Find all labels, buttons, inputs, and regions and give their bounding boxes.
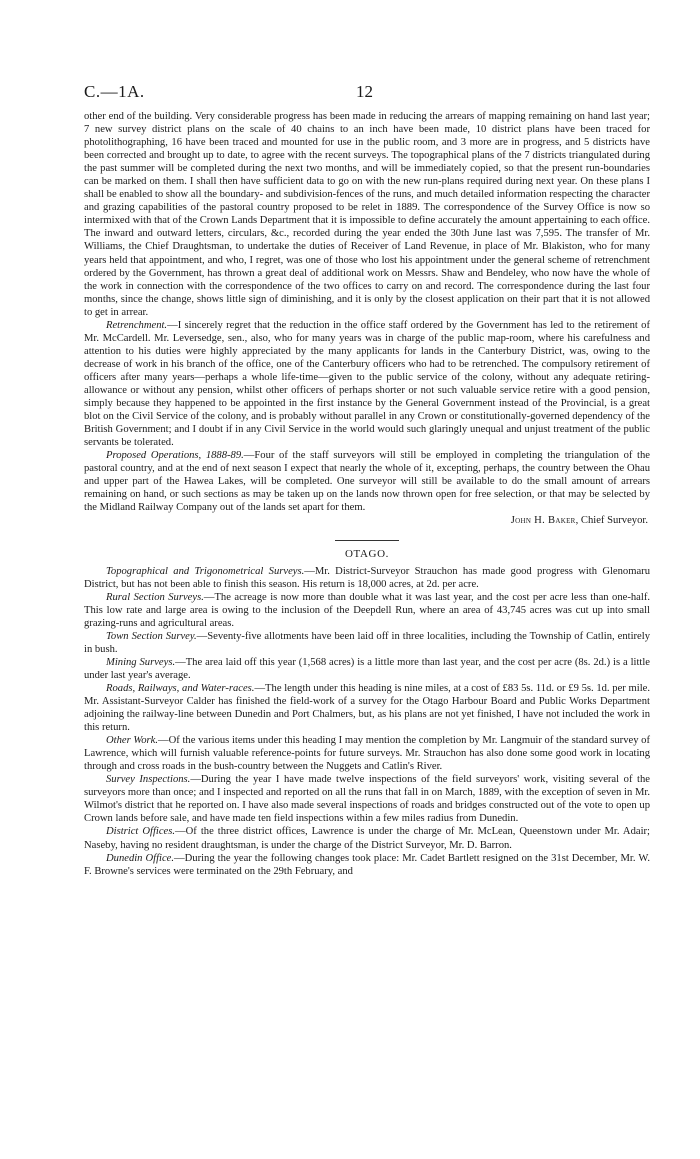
otago-paragraph-heading: Rural Section Surveys. [106,591,204,603]
proposed-operations-heading: Proposed Operations, 1888-89. [106,450,244,462]
section-divider [335,540,399,541]
otago-paragraph-text: —Mr. District-Surveyor Strauchon has made good progress with Glenomaru District, but has not been able to finish this season. His return is 18,000 acres, at 2d. per acre. [84,565,650,590]
otago-paragraph-text: —Seventy-five allotments have been laid off in three localities, including the Township of Catlin, entirely in bush. [84,630,650,655]
otago-paragraph [84,591,650,630]
otago-paragraph-text: —Of the three district offices, Lawrence is under the charge of Mr. McLean, Queenstown under Mr. Adair; Naseby, having no resident draughtsman, is under the charge of the District Surveyor, Mr. D. Barron. [84,826,650,851]
signature-line [84,514,650,527]
otago-paragraph [84,682,650,734]
report-body [84,110,650,878]
otago-paragraph [84,656,650,682]
otago-paragraph-text: —The length under this heading is nine miles, at a cost of £83 5s. 11d. or £9 5s. 1d. per mile. Mr. Assistant-Surveyor Calder has finished the field-work of a survey for the Otago Harbour Board and Public Works Department adjoining the railway-line between Dunedin and Port Chalmers, but, as his plans are not yet finished, I have not included the work in this return. [84,682,650,734]
otago-paragraph-heading: District Offices. [106,826,176,838]
page-header [84,82,650,110]
document-reference: C.—1A. [84,82,145,101]
proposed-operations-text: —Four of the staff surveyors will still be employed in completing the triangulation of the pastoral country, and at the end of next season I expect that nearly the whole of it, excepting, perhaps, the country between the Ohau and upper part of the Hawea Lakes, will be completed. One surveyor will still be available to do the small amount of arrears remaining on hand, or such sections as may be taken up on the lands now thrown open for free selection, or that may be selected by the Midland Railway Company out of the lands set apart for them. [84,450,650,514]
otago-paragraph-heading: Town Section Survey. [106,630,197,642]
retrenchment-text: —I sincerely regret that the reduction in the office staff ordered by the Government has led to the retirement of Mr. McCardell. Mr. Leversedge, sen., also, who for many years was in charge of the public map-room, where his carefulness and attention to his duties were highly appreciated by the many applicants for lands in the Canterbury District, was, owing to the decrease of work in his branch of the office, one of the Canterbury officers who had to be retrenched. The compulsory retirement of officers after many years—perhaps a whole life-time—given to the public service of the colony, without any adequate retiring-allowance or without any pension, whilst other officers of perhaps shorter or not such valuable service retire with a good pension, simply because they happened to be appointed in the first instance by the General Government instead of the Provincial, is a great blot on the Civil Service of the colony, and is probably without parallel in any Crown or constitutionally-governed dependency of the British Government; and I doubt if in any Civil Service in the world would such glaringly unequal and unjust treatment of the public servants be tolerated. [84,319,650,449]
proposed-operations-paragraph [84,449,650,514]
otago-paragraph-text: —During the year the following changes took place: Mr. Cadet Bartlett resigned on the 31st December, Mr. W. F. Browne's services were terminated on the 29th February, and [84,852,651,877]
otago-paragraph [84,773,650,825]
otago-paragraph [84,734,650,773]
otago-paragraph-text: —Of the various items under this heading I may mention the completion by Mr. Langmuir of the standard survey of Lawrence, which will furnish valuable reference-points for future surveys. Mr. Strauchon has also done some good work in locating through and cross roads in the bush-country between the Nuggets and Catlin's River. [84,735,650,773]
page-number: 12 [356,82,373,101]
otago-paragraph [84,630,650,656]
otago-paragraph-heading: Survey Inspections. [106,774,191,786]
otago-section-title: OTAGO. [345,547,389,560]
retrenchment-heading: Retrenchment. [106,319,168,331]
otago-paragraph [84,852,650,878]
otago-paragraph [84,825,650,851]
otago-paragraph-heading: Dunedin Office. [106,852,175,864]
otago-paragraph-heading: Roads, Railways, and Water-races. [106,682,255,694]
otago-paragraph-text: —The acreage is now more than double what it was last year, and the cost per acre less than one-half. This low rate and large area is owing to the inclusion of the Deepdell Run, where an area of 43,745 acres was cut up into small grazing-runs and agricultural areas. [84,591,651,629]
otago-paragraph [84,565,650,591]
mapping-paragraph: other end of the building. Very considerable progress has been made in reducing the arrears of mapping remaining on hand last year; 7 new survey district plans on the scale of 40 chains to an inch have been made, 10 district plans have been traced for photolithographing, 16 have been traced and mounted for use in the public room, and 3 more are in progress, and 5 districts have been corrected and brought up to date, to agree with the recent surveys. The topographical plans of the 7 districts triangulated during the past summer will be completed during the next two months, and will be immediately copied, so that the present run-boundaries can be marked on them. I shall then have sufficient data to go on with the new run-plans required during next year. On these plans I shall be enabled to show all the boundary- and subdivision-fences of the runs, and much detailed information respecting the character and grazing capabilities of the pastoral country proposed to be relet in 1889. The correspondence of the Survey Office is now so intermixed with that of the Crown Lands Department that it is impossible to define accurately the amount appertaining to each office. The inward and outward letters, circulars, &c., recorded during the year ended the 30th June last was 7,595. The transfer of Mr. Williams, the Chief Draughtsman, to undertake the duties of Receiver of Land Revenue, in place of Mr. Blakiston, who for many years held that appointment, and who, I regret, was one of those who lost his appointment under the general scheme of retrenchment ordered by the Government, has thrown a great deal of additional work on Messrs. Shaw and Bendeley, who now have the whole of the work in connection with the correspondence of the two offices to carry on and record. The correspondence during the last four months, since the change, shows little sign of diminishing, and it is only by the closest application on their part that it is not allowed to get in arrear. [84,111,650,318]
otago-paragraph-heading: Other Work. [106,735,159,747]
otago-paragraph-text: —The area laid off this year (1,568 acres) is a little more than last year, and the cost per acre (8s. 2d.) is a little under last year's average. [84,656,650,681]
otago-paragraph-heading: Topographical and Trigonometrical Surveys. [106,565,305,577]
signature-title: , Chief Surveyor. [575,515,648,527]
otago-paragraph-heading: Mining Surveys. [106,656,176,668]
retrenchment-paragraph [84,319,650,449]
signature-name: John H. Baker [510,515,576,527]
otago-paragraph-text: —During the year I have made twelve inspections of the field surveyors' work, visiting several of the surveyors more than once; and I inspected and reported on all the runs that fall in on March, 1889, with the exception of seven in Mr. Wilmot's district that he reported on. I have also made several inspections of roads and bridges constructed out of the vote to open up Crown lands before sale, and have made ten field inspections within a few miles radius from Dunedin. [84,774,650,825]
